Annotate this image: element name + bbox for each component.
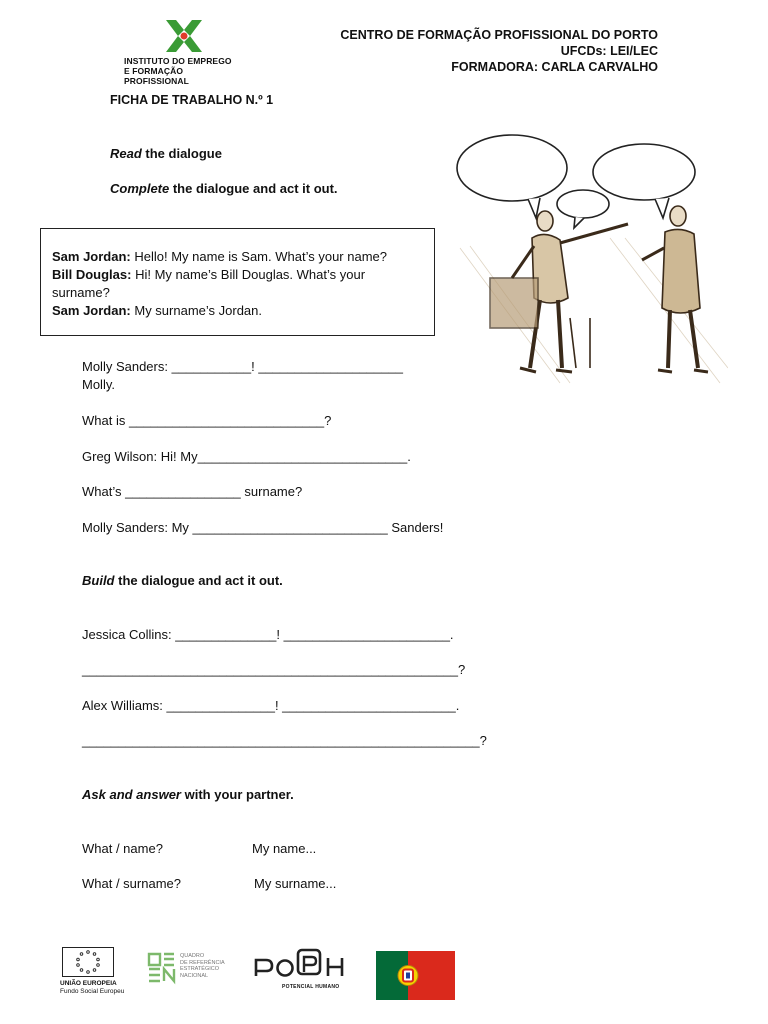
org-header [320, 27, 658, 75]
logo-line-2: E FORMAÇÃO PROFISSIONAL [124, 66, 189, 86]
qren-line-2: DE REFERÊNCIA [180, 959, 225, 966]
man-left-icon [490, 211, 628, 372]
complete-line-3: What is ___________________________? [82, 413, 332, 428]
eu-flag-icon [62, 947, 114, 977]
build-line-3: Alex Williams: _______________! ________________________. [82, 698, 460, 713]
complete-line-6: Molly Sanders: My ___________________________ Sanders! [82, 520, 444, 535]
build-line-4: _______________________________________________________? [82, 733, 487, 748]
eu-logo [60, 947, 125, 999]
qren-line-3: ESTRATÉGICO [180, 966, 220, 972]
complete-line-2: Molly. [82, 377, 115, 392]
speech-bubble-icon [457, 135, 695, 228]
ask-question-1: What / name? [82, 841, 163, 856]
instruction-ask-rest: with your partner. [181, 787, 294, 802]
dialogue-line [52, 248, 422, 266]
complete-line-4: Greg Wilson: Hi! My_____________________________. [82, 449, 411, 464]
qren-line-4: NACIONAL [180, 972, 209, 979]
man-right-icon [642, 206, 708, 372]
instruction-complete [110, 181, 338, 196]
instruction-read-rest: the dialogue [141, 146, 222, 161]
instruction-build-verb: Build [82, 573, 115, 588]
poph-wordmark-icon [252, 944, 348, 982]
qren-logo [146, 951, 238, 987]
utterance: Hi! My name’s Bill Douglas. What’s your surname? [52, 267, 366, 300]
ask-answer-2: My surname... [254, 876, 337, 891]
complete-line-1: Molly Sanders: ___________! ____________________ [82, 359, 403, 374]
dialogue-box [40, 228, 435, 336]
instruction-read-verb: Read [110, 146, 142, 161]
eu-line-1: UNIÃO EUROPEIA [60, 980, 117, 987]
utterance: Hello! My name is Sam. What’s your name? [130, 249, 387, 264]
build-line-1: Jessica Collins: ______________! _______________________. [82, 627, 454, 642]
speaker: Bill Douglas: [52, 267, 132, 282]
logo-line-1: INSTITUTO DO EMPREGO [124, 56, 232, 66]
dialogue-line [52, 266, 422, 302]
instruction-build [82, 573, 283, 588]
instruction-build-rest: the dialogue and act it out. [114, 573, 283, 588]
iefp-emblem-icon [164, 18, 204, 54]
qren-mark-icon [146, 951, 178, 985]
dialogue-illustration [450, 128, 728, 386]
ask-answer-1: My name... [252, 841, 317, 856]
instruction-read [110, 146, 222, 161]
worksheet-title: FICHA DE TRABALHO N.º 1 [110, 93, 274, 107]
eu-line-2: Fundo Social Europeu [60, 988, 125, 995]
ask-question-2: What / surname? [82, 876, 181, 891]
instruction-complete-rest: the dialogue and act it out. [169, 181, 338, 196]
utterance: My surname’s Jordan. [130, 303, 263, 318]
complete-line-5: What’s ________________ surname? [82, 484, 303, 499]
instruction-complete-verb: Complete [110, 181, 170, 196]
org-line-3: FORMADORA: CARLA CARVALHO [451, 60, 658, 74]
instruction-ask [82, 787, 294, 802]
org-line-2: UFCDs: LEI/LEC [560, 44, 658, 58]
speaker: Sam Jordan: [52, 249, 131, 264]
poph-caption: POTENCIAL HUMANO [282, 984, 340, 990]
poph-logo [252, 944, 352, 996]
build-line-2: ____________________________________________________? [82, 662, 466, 677]
dialogue-line [52, 302, 422, 320]
iefp-logo [120, 18, 250, 86]
speaker: Sam Jordan: [52, 303, 131, 318]
qren-line-1: QUADRO [180, 953, 205, 959]
instruction-ask-verb: Ask and answer [82, 787, 181, 802]
portugal-flag-icon [376, 951, 455, 1000]
org-line-1: CENTRO DE FORMAÇÃO PROFISSIONAL DO PORTO [340, 28, 658, 42]
